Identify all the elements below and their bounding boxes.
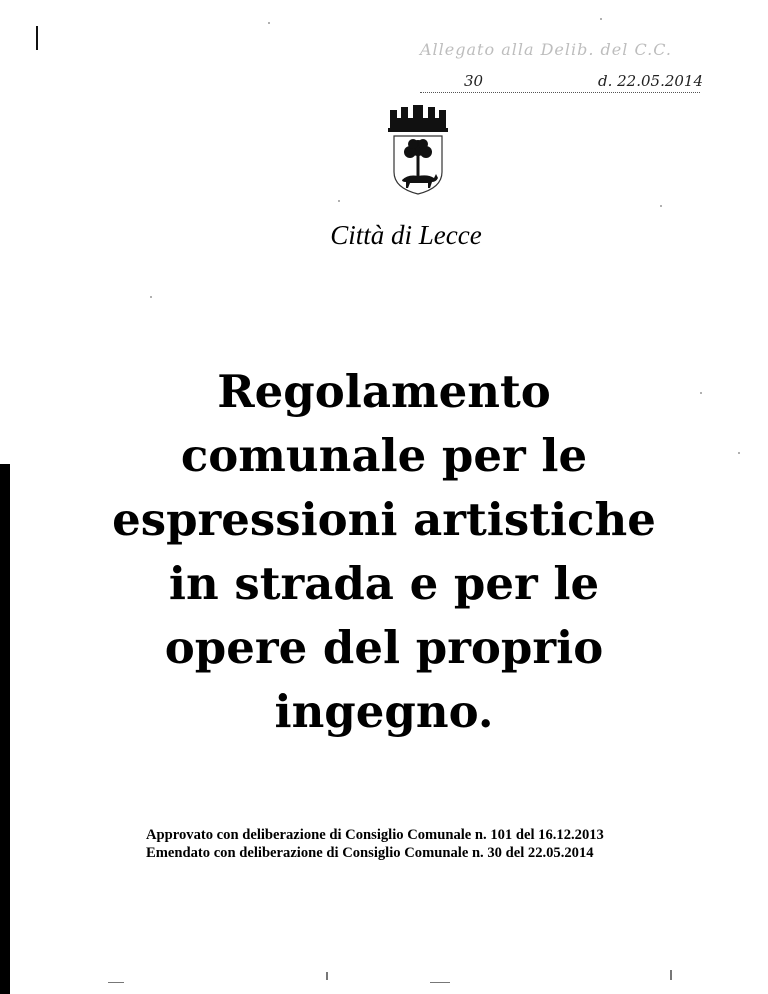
scan-dash — [108, 982, 124, 983]
title-line: ingegno. — [274, 685, 494, 738]
scan-speck — [150, 296, 152, 298]
scan-mark — [36, 26, 38, 50]
handwritten-annotation — [420, 36, 710, 98]
document-title — [0, 360, 768, 744]
scan-dash — [430, 982, 450, 983]
scan-dash — [326, 972, 328, 980]
title-line: in strada e per le — [168, 557, 600, 610]
title-line: Regolamento — [217, 365, 551, 418]
scan-speck — [660, 205, 662, 207]
scan-dash — [670, 970, 672, 980]
annotation-date: d. 22.05.2014 — [598, 72, 704, 90]
scan-speck — [600, 18, 602, 20]
coat-of-arms-icon — [382, 102, 454, 198]
approval-line: Approvato con deliberazione di Consiglio Comunale n. 101 del 16.12.2013 — [146, 827, 604, 843]
scan-speck — [338, 200, 340, 202]
approval-notes — [146, 826, 604, 862]
annotation-header: Allegato alla Delib. del C.C. — [420, 40, 672, 59]
scan-speck — [268, 22, 270, 24]
annotation-number: 30 — [464, 72, 484, 90]
title-line: comunale per le — [180, 429, 588, 482]
amendment-line: Emendato con deliberazione di Consiglio Comunale n. 30 del 22.05.2014 — [146, 845, 594, 861]
title-line: opere del proprio — [164, 621, 604, 674]
title-line: espressioni artistiche — [112, 493, 656, 546]
annotation-dotted-line — [420, 92, 700, 93]
city-name: Città di Lecce — [330, 220, 482, 250]
